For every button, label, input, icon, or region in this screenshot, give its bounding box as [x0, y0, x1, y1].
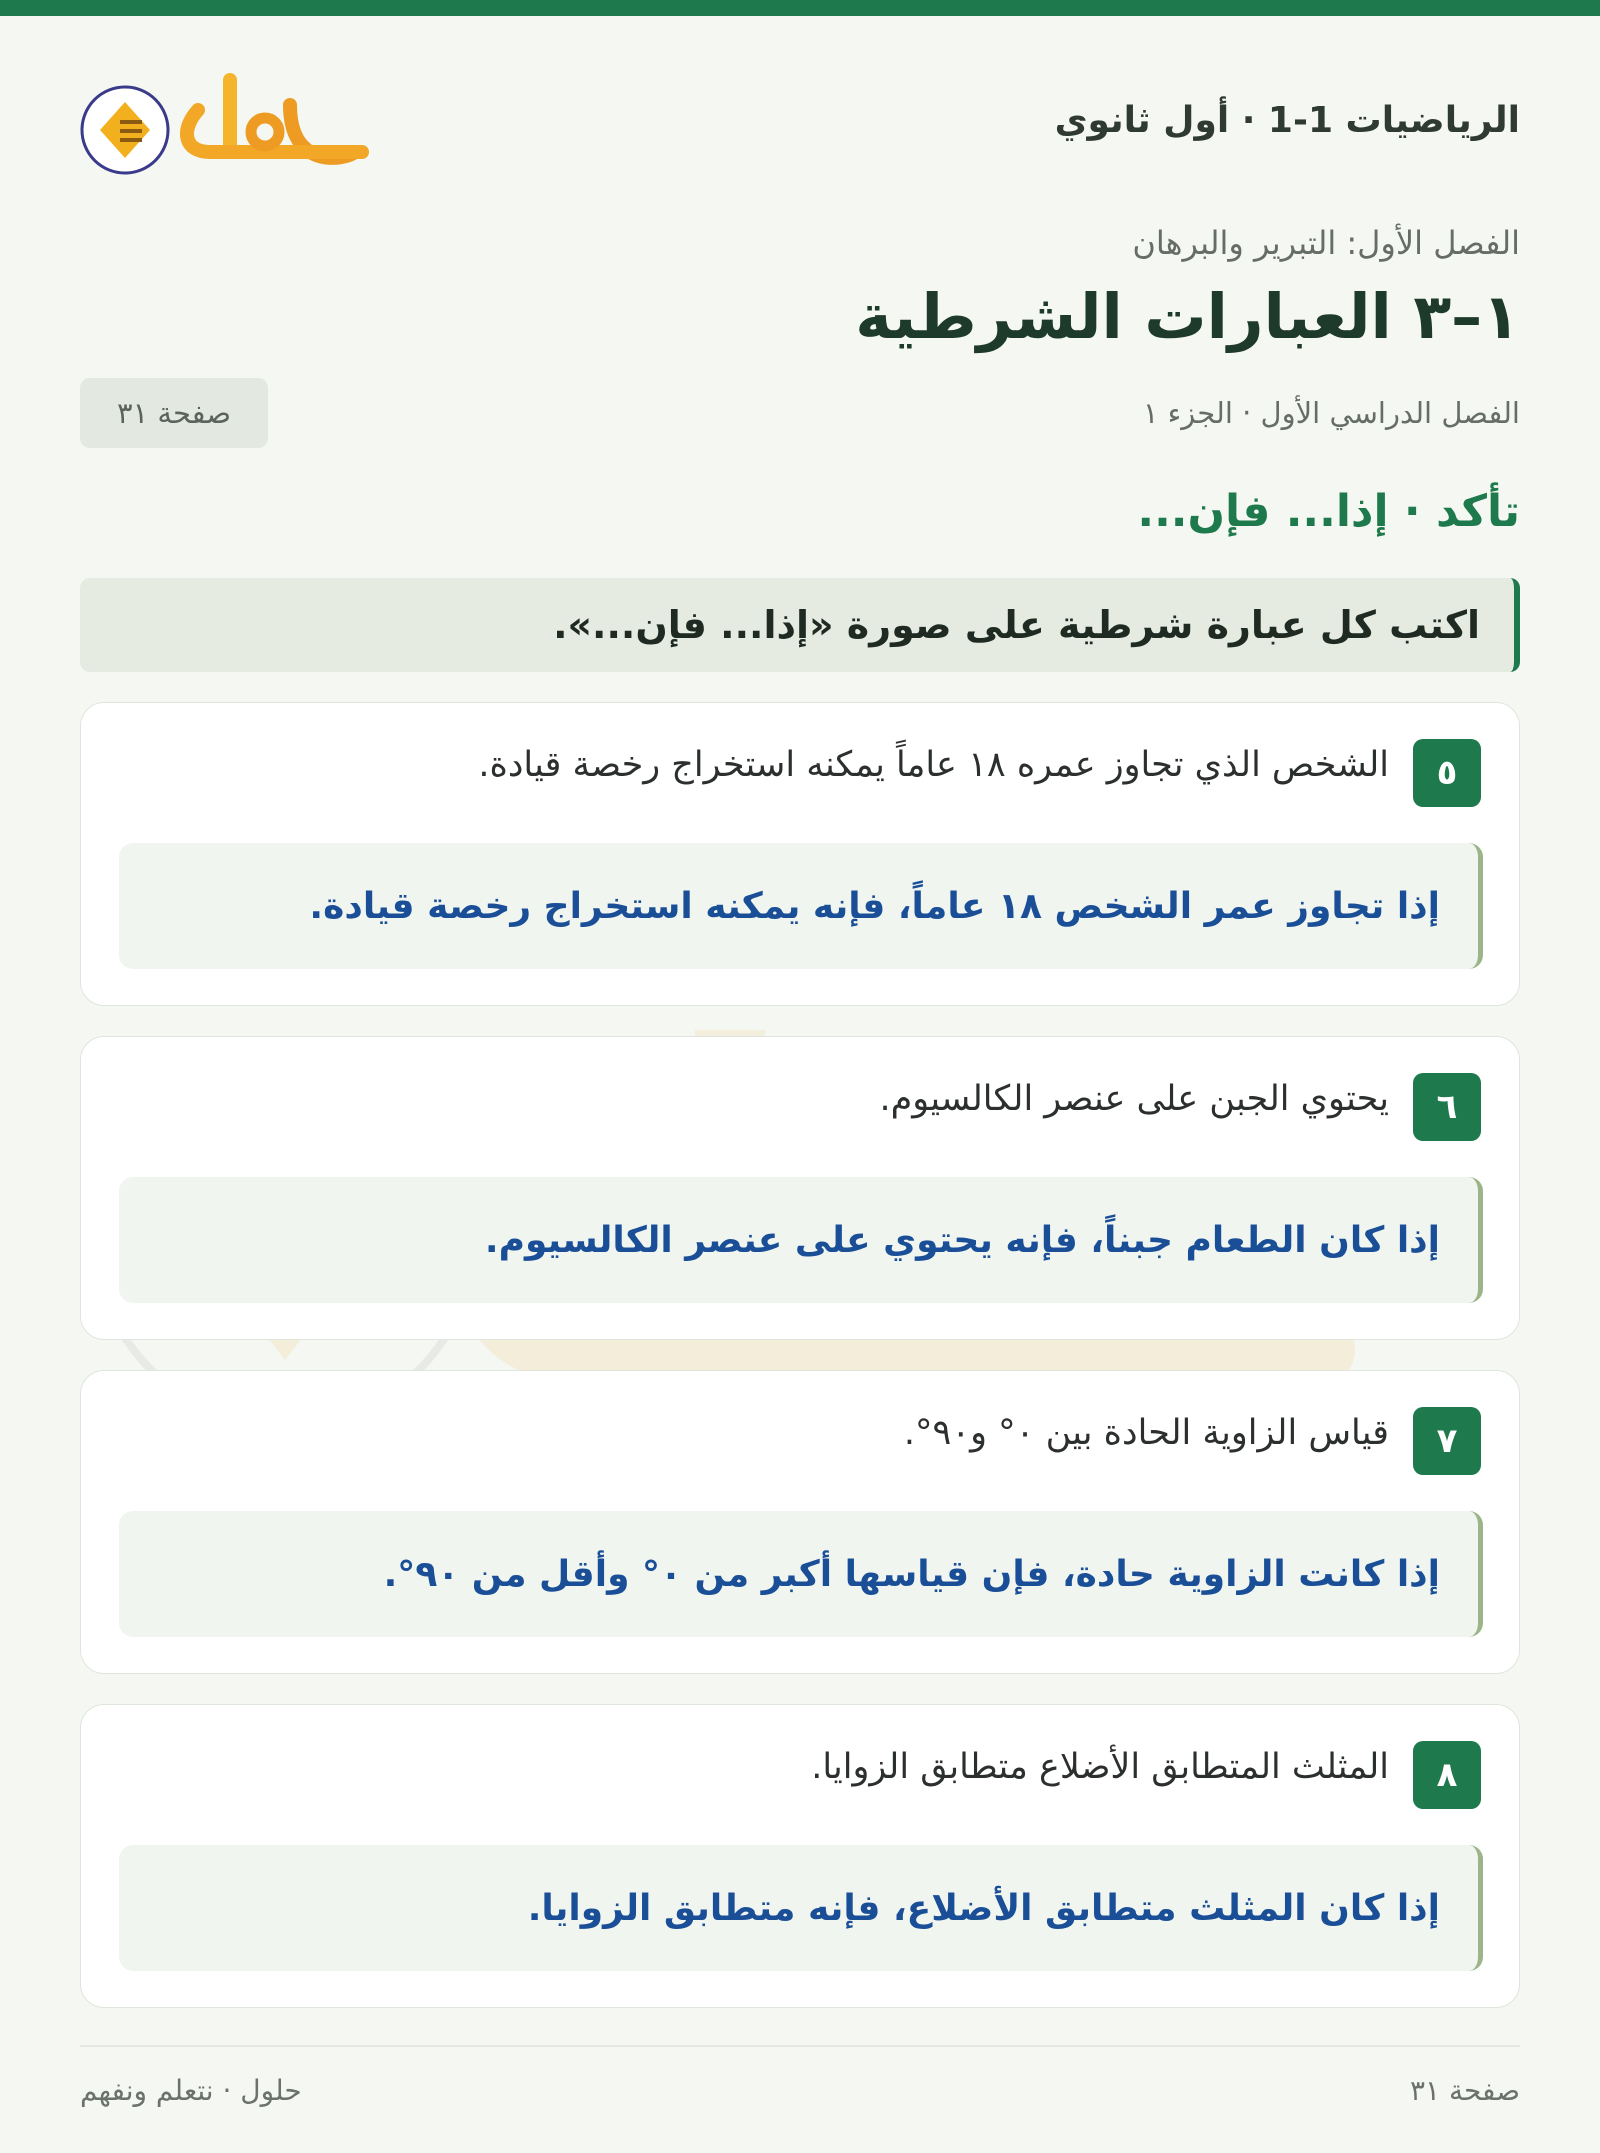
answer-text: إذا كانت الزاوية حادة، فإن قياسها أكبر من ٠° وأقل من ٩٠°. — [383, 1553, 1440, 1595]
subject-title: الرياضيات 1-1 · أول ثانوي — [1054, 100, 1520, 141]
top-accent-bar — [0, 0, 1600, 16]
footer-divider — [80, 2045, 1520, 2047]
exercise-statement: المثلث المتطابق الأضلاع متطابق الزوايا. — [811, 1747, 1389, 1787]
section-title: تأكد · إذا... فإن... — [1137, 486, 1520, 537]
chapter-name: الفصل الأول: التبرير والبرهان — [1132, 224, 1520, 262]
lesson-title: ١–٣ العبارات الشرطية — [855, 280, 1520, 353]
exercise-answer — [119, 1177, 1483, 1303]
exercise-card — [80, 1704, 1520, 2008]
answer-text: إذا كان المثلث متطابق الأضلاع، فإنه متطابق الزوايا. — [527, 1887, 1440, 1929]
exercise-card — [80, 1370, 1520, 1674]
logo-icon — [80, 60, 370, 180]
instruction-text: اكتب كل عبارة شرطية على صورة «إذا... فإن...». — [553, 603, 1480, 647]
footer-page-number: صفحة ٣١ — [1409, 2074, 1520, 2107]
page-header — [80, 60, 1520, 180]
exercise-number: ٧ — [1413, 1407, 1481, 1475]
term-info: الفصل الدراسي الأول · الجزء ١ — [1142, 396, 1520, 430]
exercise-statement: قياس الزاوية الحادة بين ٠° و٩٠°. — [903, 1413, 1389, 1453]
page-badge: صفحة ٣١ — [80, 378, 268, 448]
exercise-number: ٥ — [1413, 739, 1481, 807]
exercise-answer — [119, 1511, 1483, 1637]
footer-brand: حلول · نتعلم ونفهم — [80, 2074, 302, 2107]
exercise-number: ٨ — [1413, 1741, 1481, 1809]
answer-text: إذا تجاوز عمر الشخص ١٨ عاماً، فإنه يمكنه استخراج رخصة قيادة. — [309, 885, 1440, 927]
exercise-number: ٦ — [1413, 1073, 1481, 1141]
exercise-card — [80, 1036, 1520, 1340]
exercise-answer — [119, 1845, 1483, 1971]
answer-text: إذا كان الطعام جبناً، فإنه يحتوي على عنصر الكالسيوم. — [484, 1219, 1440, 1261]
exercise-statement: يحتوي الجبن على عنصر الكالسيوم. — [879, 1079, 1389, 1119]
instruction-box — [80, 578, 1520, 672]
exercise-statement: الشخص الذي تجاوز عمره ١٨ عاماً يمكنه استخراج رخصة قيادة. — [478, 745, 1389, 785]
exercise-card — [80, 702, 1520, 1006]
exercise-answer — [119, 843, 1483, 969]
site-logo[interactable] — [80, 60, 370, 180]
